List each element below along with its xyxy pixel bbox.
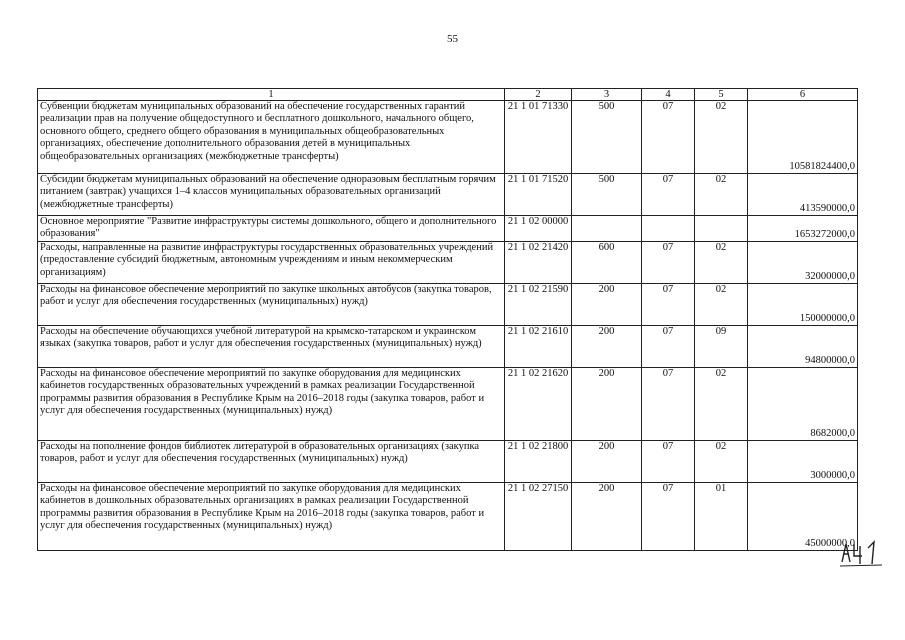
row-description: Расходы на финансовое обеспечение мероприятий по закупке школьных автобусов (закупка товаров, работ и услуг для обеспечения государственных (муниципальных) нужд): [38, 284, 505, 326]
section-code: 07: [642, 101, 695, 174]
header-cell: 1: [38, 89, 505, 101]
expense-type-code: 200: [572, 326, 642, 368]
row-description: Расходы на обеспечение обучающихся учебной литературой на крымско-татарском и украинском языках (закупка товаров, работ и услуг для обеспечения государственных (муниципальных) нужд): [38, 326, 505, 368]
section-code: 07: [642, 326, 695, 368]
amount-value: 8682000,0: [748, 368, 858, 441]
row-description: Расходы на финансовое обеспечение мероприятий по закупке оборудования для медицинских кабинетов в дошкольных образовательных организациях в рамках реализации Государственной программы развития образования в Республике Крым на 2016–2018 годы (закупка товаров, работ и услуг для обеспечения государственных (муниципальных) нужд): [38, 483, 505, 551]
amount-value: 94800000,0: [748, 326, 858, 368]
table-row: [38, 368, 858, 441]
target-article-code: 21 1 02 21620: [505, 368, 572, 441]
target-article-code: 21 1 02 27150: [505, 483, 572, 551]
subsection-code: 02: [695, 368, 748, 441]
amount-value: 413590000,0: [748, 174, 858, 216]
expense-type-code: 200: [572, 284, 642, 326]
header-cell: 5: [695, 89, 748, 101]
subsection-code: 02: [695, 101, 748, 174]
table-row: [38, 242, 858, 284]
row-description: Основное мероприятие "Развитие инфраструктуры системы дошкольного, общего и дополнительного образования": [38, 216, 505, 242]
row-description: Расходы, направленные на развитие инфраструктуры государственных образовательных учреждений (предоставление субсидий бюджетным, автономным учреждениям и иным некоммерческим организациям): [38, 242, 505, 284]
expense-type-code: 200: [572, 368, 642, 441]
page-number: 55: [447, 33, 458, 45]
expense-type-code: 600: [572, 242, 642, 284]
row-description: Субвенции бюджетам муниципальных образований на обеспечение государственных гарантий реализации прав на получение общедоступного и бесплатного дошкольного, начального общего, основного общего, среднего общего образования в муниципальных общеобразовательных организациях, обеспечение дополнительного образования детей в муниципальных общеобразовательных организациях (межбюджетные трансферты): [38, 101, 505, 174]
amount-value: 10581824400,0: [748, 101, 858, 174]
section-code: 07: [642, 368, 695, 441]
expense-type-code: 200: [572, 441, 642, 483]
table-row: [38, 101, 858, 174]
section-code: 07: [642, 483, 695, 551]
amount-value: 1653272000,0: [748, 216, 858, 242]
subsection-code: 02: [695, 174, 748, 216]
table-row: [38, 284, 858, 326]
header-cell: 2: [505, 89, 572, 101]
row-description: Субсидии бюджетам муниципальных образований на обеспечение одноразовым бесплатным горячим питанием (завтрак) учащихся 1–4 классов муниципальных образовательных организаций (межбюджетные трансферты): [38, 174, 505, 216]
header-cell: 6: [748, 89, 858, 101]
header-cell: 3: [572, 89, 642, 101]
expense-type-code: 200: [572, 483, 642, 551]
amount-value: 3000000,0: [748, 441, 858, 483]
section-code: [642, 216, 695, 242]
section-code: 07: [642, 242, 695, 284]
target-article-code: 21 1 02 21420: [505, 242, 572, 284]
target-article-code: 21 1 02 21590: [505, 284, 572, 326]
row-description: Расходы на финансовое обеспечение мероприятий по закупке оборудования для медицинских кабинетов государственных образовательных учреждений в рамках реализации Государственной программы развития образования в Республике Крым на 2016–2018 годы (закупка товаров, работ и услуг для обеспечения государственных (муниципальных) нужд): [38, 368, 505, 441]
target-article-code: 21 1 02 00000: [505, 216, 572, 242]
amount-value: 45000000,0: [748, 483, 858, 551]
subsection-code: 09: [695, 326, 748, 368]
amount-value: 150000000,0: [748, 284, 858, 326]
table-row: [38, 441, 858, 483]
budget-table: [37, 88, 858, 551]
handwritten-signature: [838, 538, 886, 568]
section-code: 07: [642, 284, 695, 326]
amount-value: 32000000,0: [748, 242, 858, 284]
subsection-code: 02: [695, 242, 748, 284]
table-row: [38, 326, 858, 368]
header-row: [38, 89, 858, 101]
row-description: Расходы на пополнение фондов библиотек литературой в образовательных организациях (закупка товаров, работ и услуг для обеспечения государственных (муниципальных) нужд): [38, 441, 505, 483]
header-cell: 4: [642, 89, 695, 101]
section-code: 07: [642, 174, 695, 216]
section-code: 07: [642, 441, 695, 483]
target-article-code: 21 1 01 71520: [505, 174, 572, 216]
target-article-code: 21 1 02 21800: [505, 441, 572, 483]
expense-type-code: 500: [572, 101, 642, 174]
expense-type-code: 500: [572, 174, 642, 216]
target-article-code: 21 1 01 71330: [505, 101, 572, 174]
table-row: [38, 174, 858, 216]
table-row: [38, 216, 858, 242]
expense-type-code: [572, 216, 642, 242]
subsection-code: 02: [695, 284, 748, 326]
subsection-code: 01: [695, 483, 748, 551]
subsection-code: 02: [695, 441, 748, 483]
target-article-code: 21 1 02 21610: [505, 326, 572, 368]
table-row: [38, 483, 858, 551]
subsection-code: [695, 216, 748, 242]
